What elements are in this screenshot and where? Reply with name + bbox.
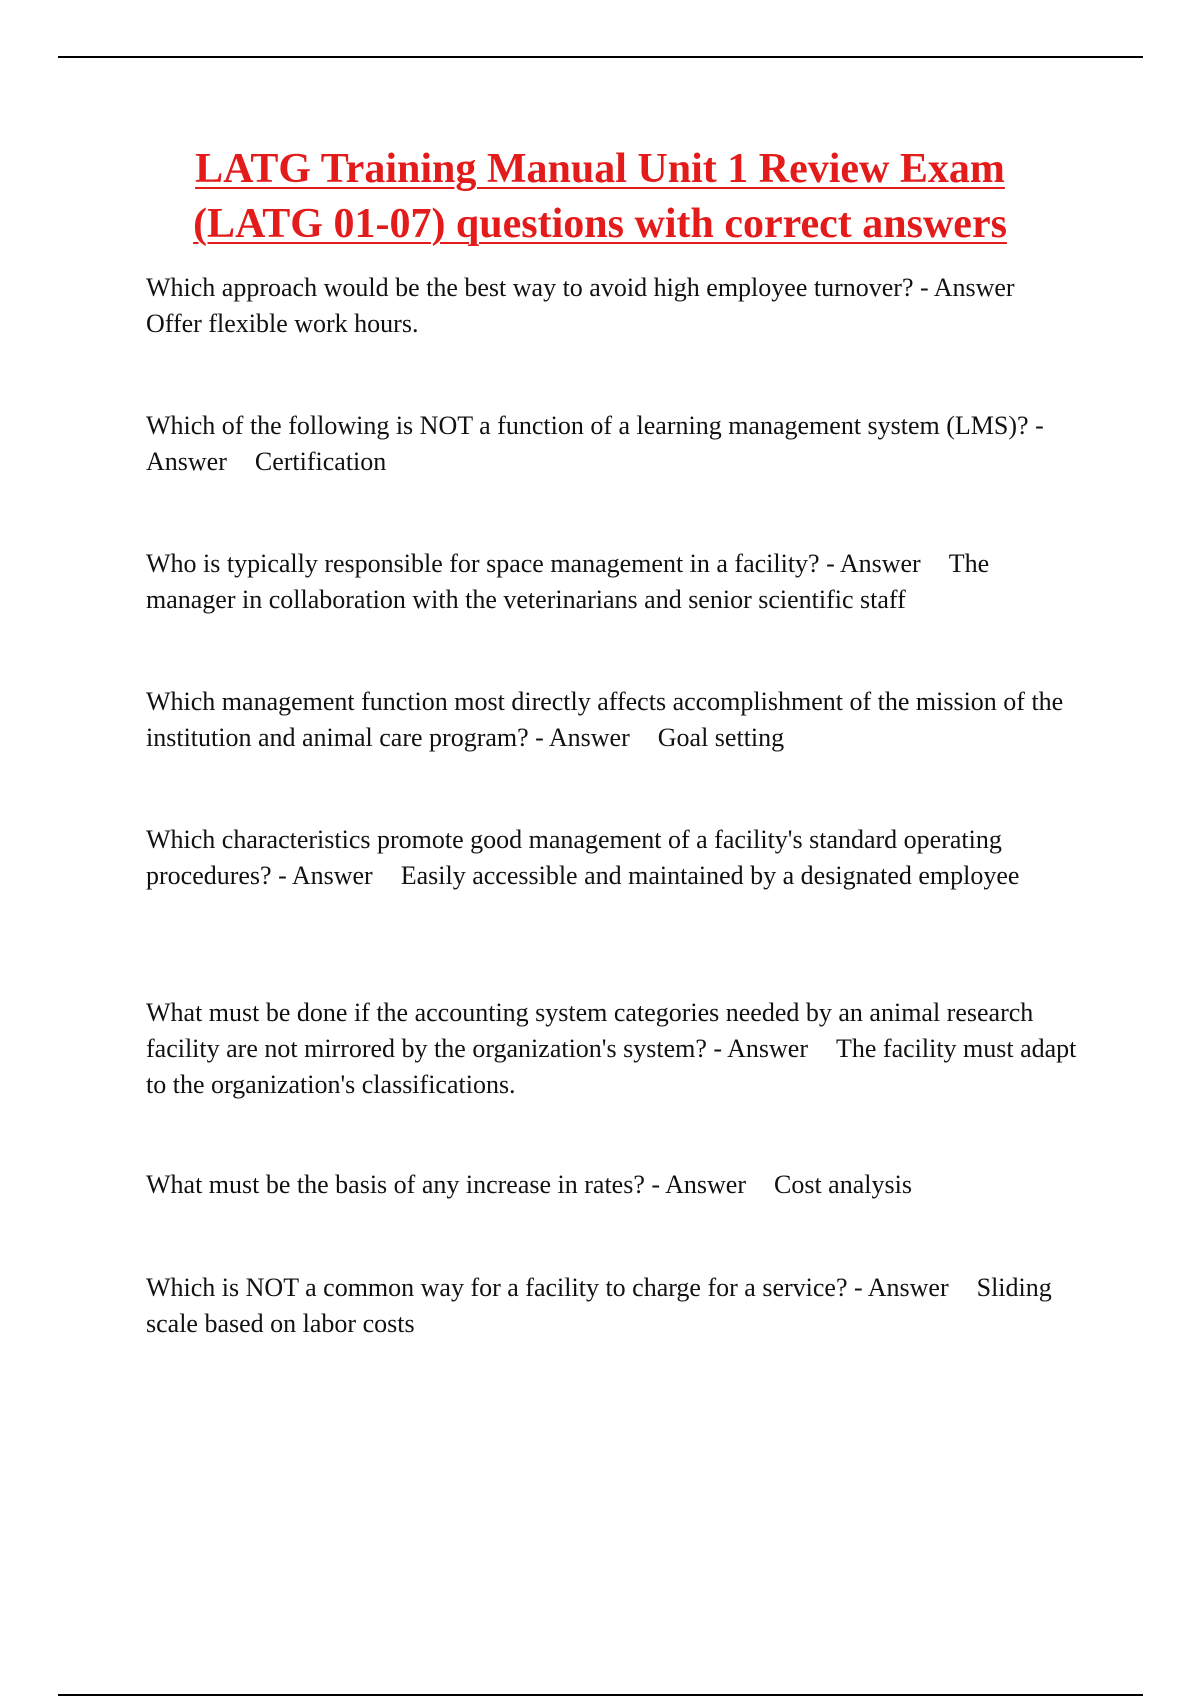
qa-item-2 [146,408,1081,480]
qa-item-7 [146,1167,1081,1203]
answer-text: Offer flexible work hours. [146,309,419,338]
answer-label: Answer [291,861,373,890]
question-text: Which of the following is NOT a function of a learning management system (LMS)? - [146,411,1044,440]
question-text: Who is typically responsible for space management in a facility? - [146,549,835,578]
answer-label: Answer [839,549,921,578]
document-title [60,142,1140,252]
answer-label: Answer [867,1273,949,1302]
answer-text: Cost analysis [774,1170,912,1199]
answer-label: Answer [146,447,227,476]
question-text: Which approach would be the best way to avoid high employee turnover? - [146,273,929,302]
answer-label: Answer [665,1170,746,1199]
answer-text: Sliding scale based on labor costs [146,1273,1052,1338]
answer-label: Answer [548,723,630,752]
qa-item-6 [146,995,1081,1103]
qa-item-4 [146,684,1081,756]
qa-item-5 [146,822,1081,894]
answer-text: The facility must adapt to the organization's classifications. [146,1034,1077,1099]
top-rule [58,56,1143,58]
question-text: What must be done if the accounting system categories needed by an animal research facility are not mirrored by the organization's system? - [146,998,1034,1063]
question-text: Which management function most directly affects accomplishment of the mission of the institution and animal care program? - [146,687,1064,752]
question-text: Which is NOT a common way for a facility to charge for a service? - [146,1273,863,1302]
qa-item-8 [146,1270,1081,1342]
bottom-rule [58,1694,1143,1696]
answer-text: The manager in collaboration with the veterinarians and senior scientific staff [146,549,990,614]
qa-item-1 [146,270,1081,342]
question-text: What must be the basis of any increase in rates? - [146,1170,661,1199]
qa-item-3 [146,546,1081,618]
answer-label: Answer [727,1034,808,1063]
title-line-2: (LATG 01-07) questions with correct answers [193,201,1007,247]
answer-text: Certification [254,447,387,476]
answer-text: Easily accessible and maintained by a designated employee [400,861,1020,890]
answer-label: Answer [933,273,1015,302]
answer-text: Goal setting [657,723,785,752]
title-line-1: LATG Training Manual Unit 1 Review Exam [195,146,1005,192]
question-text: Which characteristics promote good management of a facility's standard operating procedures? - [146,825,1002,890]
